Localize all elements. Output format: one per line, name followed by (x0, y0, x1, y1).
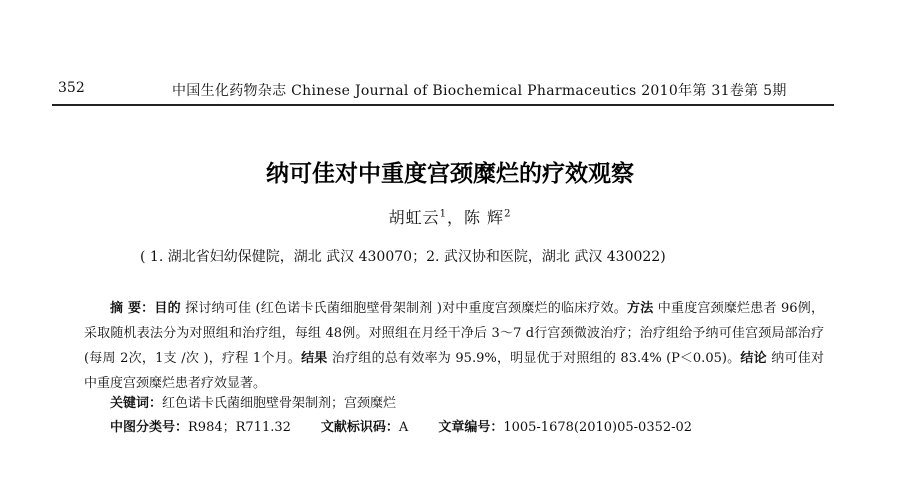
author-affiliation-mark: 1 (439, 208, 447, 220)
clc-label: 中图分类号： (110, 420, 189, 435)
article-no-label: 文章编号： (438, 420, 504, 435)
purpose-text: 探讨纳可佳 (红色诺卡氏菌细胞壁骨架制剂 )对中重度宫颈糜烂的临床疗效。 (185, 301, 628, 316)
clc-value: R984；R711.32 (188, 420, 291, 435)
abstract (84, 296, 824, 396)
conclusion-text: 纳可佳对中重度宫颈糜烂患者疗效显著。 (84, 351, 824, 391)
purpose-label: 目的 (154, 301, 181, 316)
author-name: 胡虹云 (388, 208, 440, 227)
conclusion-label: 结论 (740, 351, 767, 366)
doc-code-label: 文献标识码： (320, 420, 399, 435)
page-number: 352 (58, 80, 85, 96)
author-line (0, 205, 900, 228)
abstract-label: 摘 要： (110, 301, 155, 316)
article-no-value: 1005-1678(2010)05-0352-02 (503, 420, 693, 435)
author-name: 陈 辉 (463, 208, 505, 227)
header-rule (52, 104, 834, 106)
doc-code-value: A (398, 420, 409, 435)
methods-text: 中重度宫颈糜烂患者 96例，采取随机表法分为对照组和治疗组，每组 48例。对照组在月经干净后 3～7 d行宫颈微波治疗；治疗组给予纳可佳宫颈局部治疗 (每周 2次，1支 /次 )，疗程 1个月。 (84, 301, 824, 366)
results-text: 治疗组的总有效率为 95.9%，明显优于对照组的 83.4% (P＜0.05)。 (331, 351, 741, 366)
abstract-paragraph (84, 296, 824, 396)
author-affiliation-mark: 2 (504, 208, 512, 220)
keywords-value: 红色诺卡氏菌细胞壁骨架制剂；宫颈糜烂 (162, 396, 397, 411)
keywords-label: 关键词： (110, 396, 163, 411)
results-label: 结果 (301, 351, 328, 366)
author-separator: ， (446, 208, 464, 227)
keywords-line (110, 392, 396, 411)
affiliation-line: ( 1. 湖北省妇幼保健院，湖北 武汉 430070；2. 武汉协和医院，湖北 武汉 430022) (140, 249, 666, 265)
classification-line (110, 416, 692, 435)
article-title: 纳可佳对中重度宫颈糜烂的疗效观察 (266, 161, 634, 187)
methods-label: 方法 (627, 301, 654, 316)
journal-header: 中国生化药物杂志 Chinese Journal of Biochemical Pharmaceutics 2010年第 31卷第 5期 (172, 83, 787, 99)
